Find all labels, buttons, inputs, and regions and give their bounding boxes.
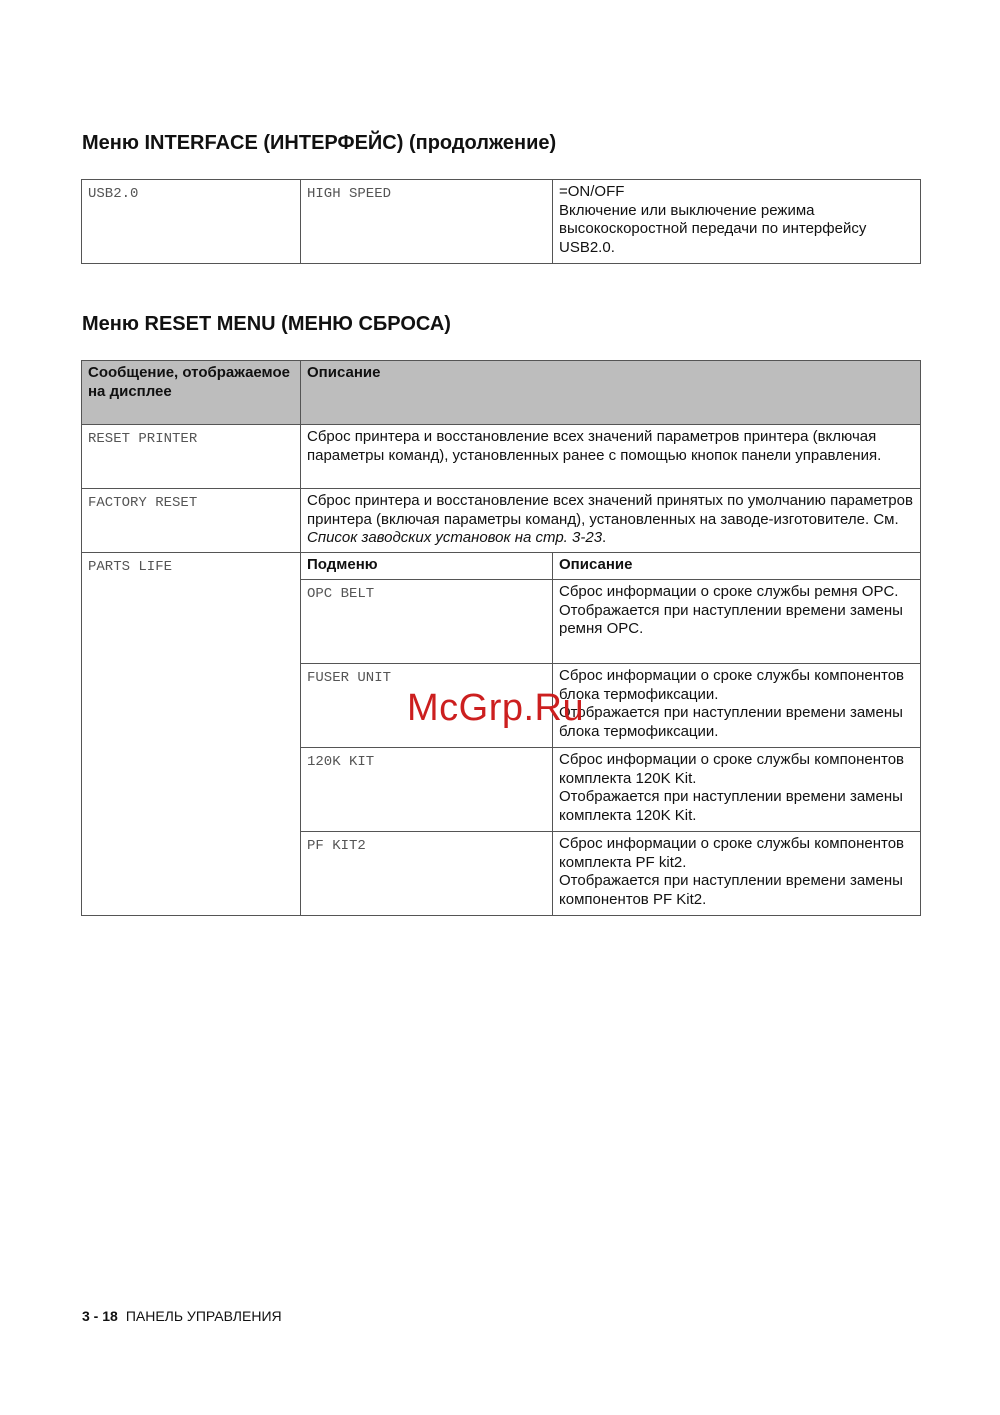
subheader-description: Описание (553, 553, 921, 580)
section-title-interface: Меню INTERFACE (ИНТЕРФЕЙС) (продолжение) (82, 132, 557, 154)
description-line: Сброс информации о сроке службы компонентов комплекта PF kit2. (559, 835, 905, 871)
watermark: McGrp.Ru (407, 687, 585, 729)
table-header-row (82, 361, 921, 425)
section-title-reset: Меню RESET MENU (МЕНЮ СБРОСА) (82, 313, 451, 335)
submenu-pf-kit2: PF KIT2 (301, 832, 553, 916)
value-cell (553, 180, 921, 264)
description-text: Сброс принтера и восстановление всех значений принятых по умолчанию параметров принтера (включая параметры команд), установленных на заводе-изготовителе. См. (307, 492, 913, 528)
table-row (82, 553, 921, 580)
table-row (82, 180, 921, 264)
message-parts-life: PARTS LIFE (82, 553, 301, 916)
header-message: Сообщение, отображаемое на дисплее (82, 361, 301, 425)
submenu-opc-belt: OPC BELT (301, 580, 553, 664)
description-line: Сброс информации о сроке службы компонентов блока термофиксации. (559, 667, 905, 703)
message-reset-printer: RESET PRINTER (82, 425, 301, 489)
cross-reference: Список заводских установок на стр. 3-23 (307, 529, 603, 546)
subheader-submenu: Подменю (301, 553, 553, 580)
reset-table (81, 360, 921, 916)
description-fuser-unit (553, 664, 921, 748)
table-row (82, 425, 921, 489)
message-factory-reset: FACTORY RESET (82, 489, 301, 553)
description-factory-reset (301, 489, 921, 553)
header-description: Описание (301, 361, 921, 425)
description-pf-kit2 (553, 832, 921, 916)
chapter-name: ПАНЕЛЬ УПРАВЛЕНИЯ (125, 1308, 282, 1324)
description-line: Отображается при наступлении времени замены блока термофиксации. (559, 704, 903, 740)
setting-cell: HIGH SPEED (301, 180, 553, 264)
page-footer (82, 1308, 282, 1324)
description-line: Отображается при наступлении времени замены ремня OPC. (559, 601, 903, 637)
table-row (82, 489, 921, 553)
description-line: Отображается при наступлении времени замены комплекта 120K Kit. (559, 788, 903, 824)
menu-cell: USB2.0 (82, 180, 301, 264)
description-text: Включение или выключение режима высокоскоростной передачи по интерфейсу USB2.0. (559, 201, 867, 256)
page-number: 3 - 18 (82, 1308, 118, 1324)
submenu-120k-kit: 120K KIT (301, 748, 553, 832)
description-end: . (602, 529, 607, 546)
description-line: Отображается при наступлении времени замены компонентов PF Kit2. (559, 872, 903, 908)
description-line: Сброс информации о сроке службы компонентов комплекта 120K Kit. (559, 751, 905, 787)
description-line: Сброс информации о сроке службы ремня OPC. (559, 583, 899, 600)
description-opc-belt (553, 580, 921, 664)
value-text: =ON/OFF (559, 183, 625, 200)
description-reset-printer: Сброс принтера и восстановление всех значений параметров принтера (включая параметры команд), установленных ранее с помощью кнопок панели управления. (301, 425, 921, 489)
submenu-fuser-unit: FUSER UNIT (301, 664, 553, 748)
description-120k-kit (553, 748, 921, 832)
interface-table (81, 179, 921, 264)
